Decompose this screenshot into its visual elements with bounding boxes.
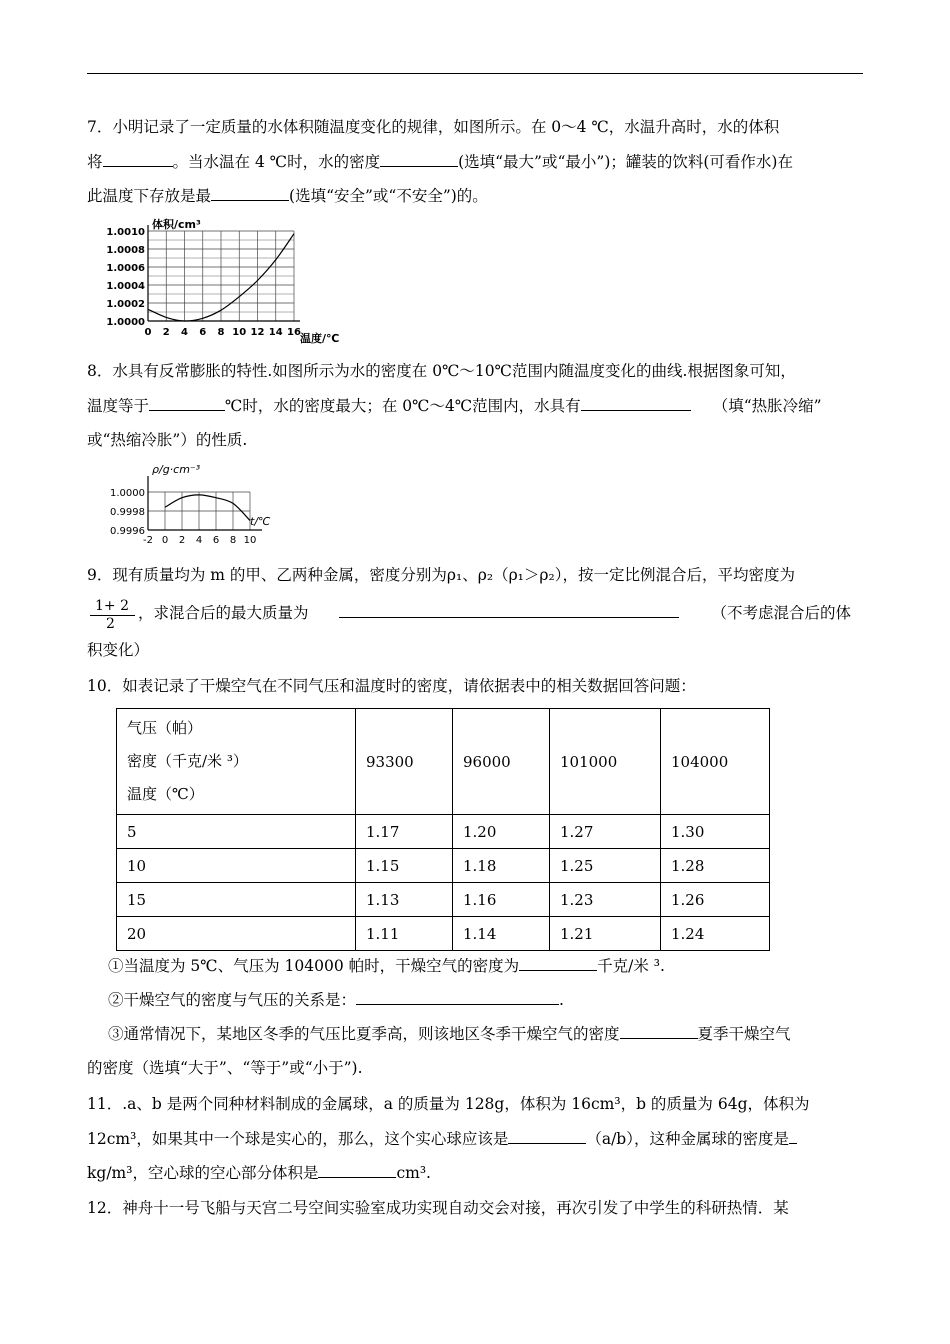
x-tick-label: 10 bbox=[232, 327, 247, 338]
q7-line1: 7．小明记录了一定质量的水体积随温度变化的规律，如图所示。在 0～4 ℃，水温升高时，水的体积 bbox=[87, 118, 780, 136]
temperature-cell: 10 bbox=[117, 849, 356, 883]
table-row bbox=[117, 917, 770, 951]
x-tick-label: 16 bbox=[287, 327, 301, 338]
q11-blank-3[interactable] bbox=[318, 1163, 396, 1178]
q7-line2: 将 。当水温在 4 ℃时，水的密度 (选填“最大”或“最小”)；罐装的饮料(可看作水)在 bbox=[87, 153, 793, 171]
q8-blank-2[interactable] bbox=[581, 396, 691, 411]
x-tick-label: 6 bbox=[212, 535, 220, 546]
x-tick-label: 6 bbox=[199, 327, 207, 338]
q10-sub2: ②干燥空气的密度与气压的关系是： . bbox=[108, 991, 564, 1009]
density-cell: 1.18 bbox=[453, 849, 550, 883]
q9-line2: ，求混合后的最大质量为 （不考虑混合后的体 bbox=[138, 604, 852, 622]
x-tick-label: 12 bbox=[250, 327, 265, 338]
y-tick-label: 1.0004 bbox=[106, 281, 145, 292]
x-tick-label: 0 bbox=[161, 535, 169, 546]
x-tick-label: -2 bbox=[143, 535, 153, 546]
y-tick-label: 1.0006 bbox=[106, 263, 145, 274]
density-cell: 1.17 bbox=[356, 815, 453, 849]
q8-line1: 8．水具有反常膨胀的特性.如图所示为水的密度在 0℃～10℃范围内随温度变化的曲线.根据图象可知， bbox=[87, 362, 796, 380]
q10-blank-1[interactable] bbox=[519, 956, 597, 971]
q7-blank-2[interactable] bbox=[380, 152, 458, 167]
header-rule bbox=[87, 73, 863, 74]
x-tick-label: 14 bbox=[268, 327, 283, 338]
table-corner-header: 气压（帕） 密度（千克/米 ³） 温度（℃） bbox=[117, 709, 356, 815]
x-tick-label: 8 bbox=[217, 327, 225, 338]
temperature-cell: 5 bbox=[117, 815, 356, 849]
density-cell: 1.27 bbox=[550, 815, 661, 849]
density-temperature-chart bbox=[100, 462, 290, 554]
q8-blank-1[interactable] bbox=[149, 396, 225, 411]
q7-blank-3[interactable] bbox=[211, 186, 289, 201]
x-axis-label: 温度/℃ bbox=[300, 332, 340, 345]
x-tick-label: 4 bbox=[195, 535, 203, 546]
y-axis-label: 体积/cm³ bbox=[152, 218, 201, 231]
q11-line2: 12cm³，如果其中一个球是实心的，那么，这个实心球应该是 （a/b），这种金属球的密度是 bbox=[87, 1129, 797, 1149]
density-cell: 1.28 bbox=[661, 849, 770, 883]
x-axis-label: t/℃ bbox=[250, 515, 271, 528]
x-tick-label: 4 bbox=[181, 327, 188, 338]
q10-sub3-cont: 的密度（选填“大于”、“等于”或“小于”). bbox=[87, 1059, 363, 1077]
q11-line1: 11．.a、b 是两个同种材料制成的金属球，a 的质量为 128g，体积为 16cm³，b 的质量为 64g，体积为 bbox=[87, 1095, 810, 1113]
volume-temperature-chart bbox=[100, 216, 352, 346]
x-tick-label: 2 bbox=[178, 535, 186, 546]
q10-sub3: ③通常情况下，某地区冬季的气压比夏季高，则该地区冬季干燥空气的密度 夏季干燥空气 bbox=[108, 1025, 791, 1043]
table-row bbox=[117, 883, 770, 917]
y-tick-label: 1.0002 bbox=[106, 299, 145, 310]
density-cell: 1.16 bbox=[453, 883, 550, 917]
air-density-table bbox=[116, 708, 770, 951]
pressure-header: 104000 bbox=[661, 709, 770, 815]
q10-intro: 10．如表记录了干燥空气在不同气压和温度时的密度，请依据表中的相关数据回答问题： bbox=[87, 677, 696, 695]
table-row bbox=[117, 849, 770, 883]
y-tick-label: 0.9996 bbox=[110, 526, 145, 537]
y-tick-label: 1.0000 bbox=[110, 488, 145, 499]
data-curve bbox=[165, 495, 250, 521]
q7-line3: 此温度下存放是最 (选填“安全”或“不安全”)的。 bbox=[87, 187, 488, 205]
density-cell: 1.20 bbox=[453, 815, 550, 849]
x-tick-label: 2 bbox=[162, 327, 170, 338]
q8-line2: 温度等于 ℃时，水的密度最大；在 0℃～4℃范围内，水具有 （填“热胀冷缩” bbox=[87, 397, 822, 415]
density-cell: 1.11 bbox=[356, 917, 453, 951]
q9-line1: 9．现有质量均为 m 的甲、乙两种金属，密度分别为ρ₁、ρ₂（ρ₁＞ρ₂），按一定比例混合后，平均密度为 bbox=[87, 566, 795, 584]
table-header-row bbox=[117, 709, 770, 815]
density-cell: 1.15 bbox=[356, 849, 453, 883]
q10-blank-3[interactable] bbox=[620, 1024, 698, 1039]
density-cell: 1.13 bbox=[356, 883, 453, 917]
y-tick-label: 0.9998 bbox=[110, 507, 145, 518]
y-tick-label: 1.0008 bbox=[106, 245, 145, 256]
q10-blank-2[interactable] bbox=[356, 990, 559, 1005]
density-cell: 1.23 bbox=[550, 883, 661, 917]
pressure-header: 101000 bbox=[550, 709, 661, 815]
density-cell: 1.25 bbox=[550, 849, 661, 883]
density-cell: 1.26 bbox=[661, 883, 770, 917]
x-tick-label: 10 bbox=[243, 535, 257, 546]
y-tick-label: 1.0010 bbox=[106, 227, 145, 238]
q8-line3: 或“热缩冷胀”）的性质. bbox=[87, 431, 248, 449]
table-row bbox=[117, 815, 770, 849]
density-cell: 1.21 bbox=[550, 917, 661, 951]
fraction-numerator: 1+ 2 bbox=[95, 598, 129, 614]
fraction-denominator: 2 bbox=[106, 616, 115, 632]
x-tick-label: 8 bbox=[229, 535, 237, 546]
density-cell: 1.14 bbox=[453, 917, 550, 951]
density-cell: 1.30 bbox=[661, 815, 770, 849]
q7-blank-1[interactable] bbox=[103, 152, 173, 167]
q11-line3: kg/m³，空心球的空心部分体积是 cm³. bbox=[87, 1164, 431, 1182]
density-cell: 1.24 bbox=[661, 917, 770, 951]
pressure-header: 93300 bbox=[356, 709, 453, 815]
q12-line1: 12．神舟十一号飞船与天宫二号空间实验室成功实现自动交会对接，再次引发了中学生的科研热情．某 bbox=[87, 1199, 789, 1217]
x-tick-label: 0 bbox=[144, 327, 152, 338]
q11-blank-1[interactable] bbox=[508, 1129, 586, 1144]
temperature-cell: 15 bbox=[117, 883, 356, 917]
pressure-header: 96000 bbox=[453, 709, 550, 815]
q10-sub1: ①当温度为 5℃、气压为 104000 帕时，干燥空气的密度为 千克/米 ³. bbox=[108, 957, 665, 975]
q9-blank[interactable] bbox=[339, 603, 679, 618]
y-tick-label: 1.0000 bbox=[106, 317, 145, 328]
q9-line3: 积变化） bbox=[87, 641, 150, 659]
temperature-cell: 20 bbox=[117, 917, 356, 951]
y-axis-label: ρ/g·cm⁻³ bbox=[152, 463, 201, 476]
q11-blank-2[interactable] bbox=[789, 1129, 797, 1144]
